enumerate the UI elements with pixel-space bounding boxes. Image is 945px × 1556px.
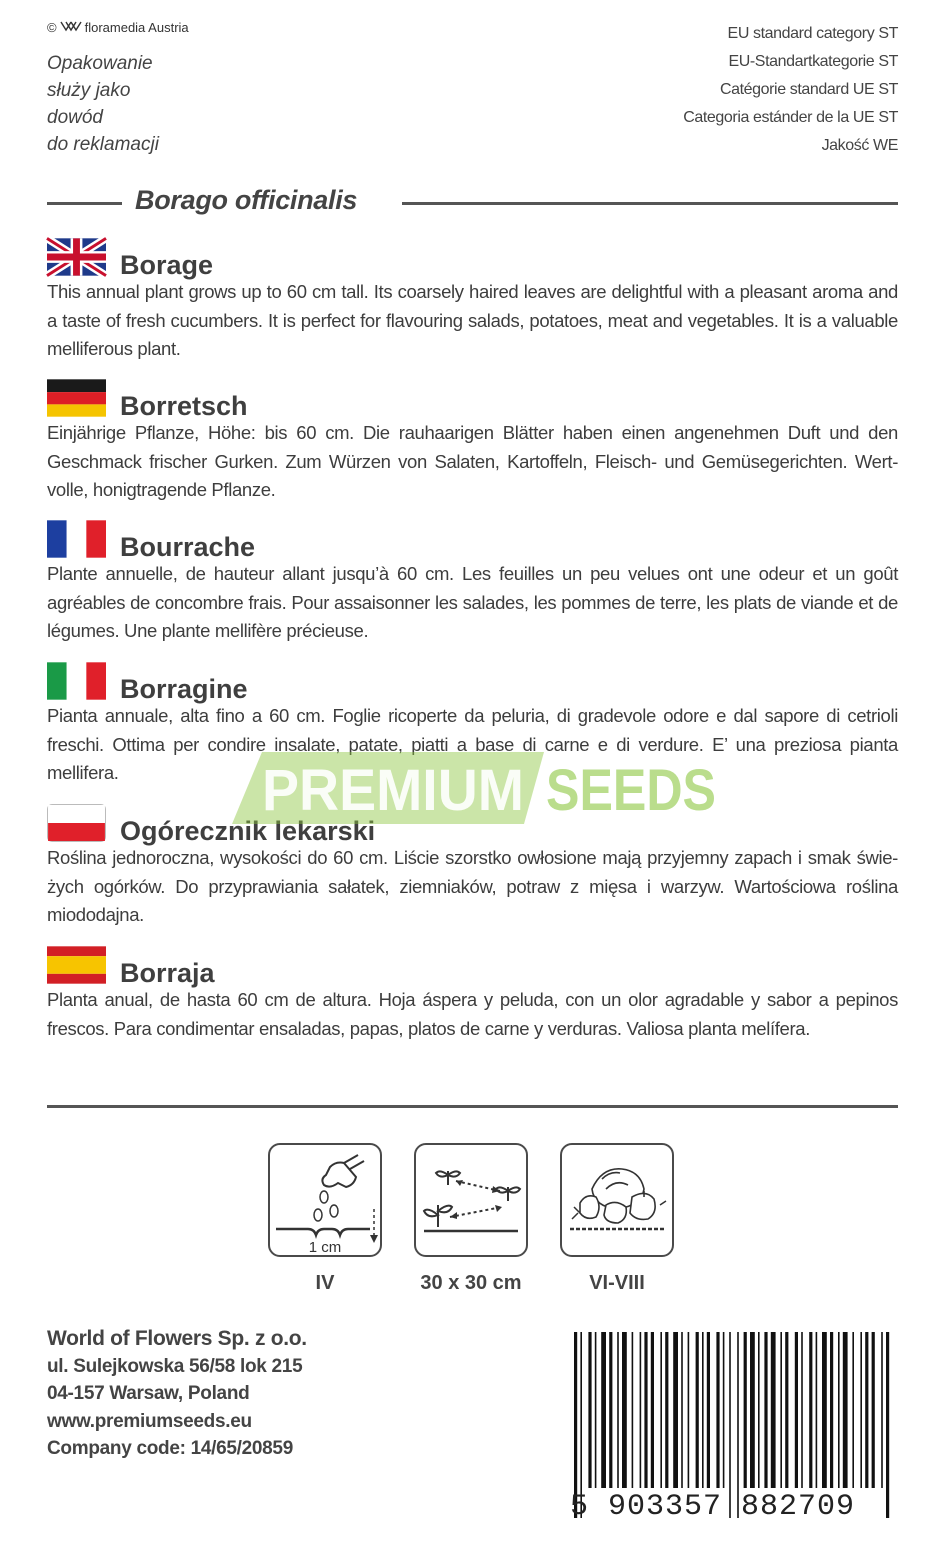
eu-category-line: EU standard category ST bbox=[727, 25, 898, 42]
section-english bbox=[47, 238, 898, 364]
harvest-month-label: VI-VIII bbox=[589, 1272, 645, 1294]
language-name: Ogórecznik lekarski bbox=[120, 816, 376, 846]
barcode-bar bbox=[785, 1332, 788, 1488]
barcode-bar bbox=[622, 1332, 627, 1488]
barcode-bar bbox=[632, 1332, 634, 1488]
complaint-note-line: Opakowanie bbox=[47, 53, 153, 74]
barcode-bar bbox=[780, 1332, 782, 1488]
copyright-symbol: © bbox=[47, 20, 57, 35]
company-website: www.premiumseeds.eu bbox=[47, 1410, 252, 1432]
barcode-bar bbox=[595, 1332, 597, 1488]
poland-flag-icon bbox=[47, 804, 106, 842]
company-address-line: 04-157 Warsaw, Poland bbox=[47, 1383, 250, 1404]
company-name: World of Flowers Sp. z o.o. bbox=[47, 1327, 307, 1350]
language-description: This annual plant grows up to 60 cm tall. Its coarsely haired leaves are delightful with a pleasant aroma and a taste of fresh cucumbers. It is perfect for flavouring salads, potatoes, meat and vegetables. It is a valuable melliferous plant. bbox=[47, 281, 898, 359]
barcode-bar bbox=[843, 1332, 848, 1488]
barcode-bar bbox=[723, 1332, 725, 1488]
france-flag-icon bbox=[47, 520, 106, 558]
barcode-bar bbox=[660, 1332, 662, 1488]
language-description: Roślina jednoroczna, wysokości do 60 cm. Liście szorstko owłosione mają przyjemny zapach i smak świe-żych ogórków. Do przyprawiania sałatek, ziemniaków, potraw z mięsa i warzyw. Wartościowa roślina miododajna. bbox=[47, 847, 898, 925]
barcode-number: 5 903357 882709 bbox=[570, 1490, 856, 1524]
barcode-bar bbox=[681, 1332, 683, 1488]
title-rule-left bbox=[47, 202, 122, 205]
complaint-note-line: służy jako bbox=[47, 80, 131, 101]
barcode-bar bbox=[816, 1332, 818, 1488]
barcode-bar bbox=[750, 1332, 755, 1488]
section-italian bbox=[47, 662, 898, 788]
section-french bbox=[47, 520, 898, 646]
watermark-word-1: PREMIUM bbox=[262, 758, 524, 823]
language-name: Borragine bbox=[120, 674, 248, 704]
section-german bbox=[47, 379, 898, 505]
spain-flag-icon bbox=[47, 946, 106, 984]
eu-category-line: Catégorie standard UE ST bbox=[719, 81, 898, 98]
brand-name: floramedia Austria bbox=[84, 20, 189, 35]
language-description: Planta anual, de hasta 60 cm de altura. Hoja áspera y peluda, con un olor agradable y sabor a pepinos frescos. Para condimentar ensaladas, papas, platos de carne y verduras. Valiosa planta melífera. bbox=[47, 989, 898, 1039]
section-divider bbox=[47, 1105, 898, 1108]
eu-category-line: Categoria estánder de la UE ST bbox=[683, 109, 898, 126]
section-polish bbox=[47, 804, 898, 930]
barcode-bar bbox=[764, 1332, 767, 1488]
copyright-line bbox=[47, 20, 189, 35]
language-description: Pianta annuale, alta fino a 60 cm. Foglie ricoperte da peluria, di gradevole odore e dal sapore di cetrioli freschi. Ottima per condire insalate, patate, piatti a base di carne e di verdure. E’ una preziosa pianta mellifera. bbox=[47, 705, 898, 783]
complaint-note-line: do reklamacji bbox=[47, 134, 159, 155]
barcode-bar bbox=[744, 1332, 747, 1488]
eu-category-line: Jakość WE bbox=[821, 137, 898, 154]
barcode-bar bbox=[860, 1332, 862, 1488]
barcode-bar bbox=[601, 1332, 606, 1488]
eu-category-line: EU-Standartkategorie ST bbox=[728, 53, 898, 70]
barcode-bar bbox=[881, 1332, 883, 1488]
barcode-bar bbox=[688, 1332, 690, 1488]
complaint-note-line: dowód bbox=[47, 107, 103, 128]
barcode-bar bbox=[651, 1332, 654, 1488]
language-name: Borraja bbox=[120, 958, 215, 988]
barcode-bar bbox=[716, 1332, 719, 1488]
latin-title-row bbox=[47, 185, 898, 221]
italy-flag-icon bbox=[47, 662, 106, 700]
eu-category-list bbox=[683, 20, 898, 160]
barcode-bar bbox=[865, 1332, 868, 1488]
germany-flag-icon bbox=[47, 379, 106, 417]
sowing-depth-label: 1 cm bbox=[308, 1239, 342, 1256]
language-description: Einjährige Pflanze, Höhe: bis 60 cm. Die rauhaarigen Blätter haben einen angenehmen Duft und den Geschmack frischer Gurken. Zum Würzen von Salaten, Kartoffeln, Fleisch- und Gemüsegerichten. Wert-volle, honigtragende Pflanze. bbox=[47, 422, 898, 500]
company-code: Company code: 14/65/20859 bbox=[47, 1438, 293, 1459]
barcode-bar bbox=[707, 1332, 710, 1488]
barcode-bar bbox=[644, 1332, 647, 1488]
barcode-bar bbox=[872, 1332, 875, 1488]
barcode-bar bbox=[795, 1332, 798, 1488]
barcode-bar bbox=[696, 1332, 699, 1488]
uk-flag-icon bbox=[47, 238, 106, 276]
harvest-icon bbox=[560, 1143, 674, 1257]
spacing-icon bbox=[414, 1143, 528, 1257]
barcode-bar bbox=[673, 1332, 678, 1488]
barcode-bar bbox=[852, 1332, 854, 1488]
sowing-month-label: IV bbox=[315, 1272, 335, 1294]
section-spanish bbox=[47, 946, 898, 1043]
watermark-word-2: SEEDS bbox=[546, 758, 716, 823]
barcode-bar bbox=[609, 1332, 612, 1488]
barcode-bar bbox=[758, 1332, 760, 1488]
barcode-bar bbox=[838, 1332, 840, 1488]
barcode-bar bbox=[588, 1332, 591, 1488]
barcode-bar bbox=[702, 1332, 704, 1488]
barcode-bar bbox=[617, 1332, 619, 1488]
barcode-bar bbox=[640, 1332, 642, 1488]
language-name: Borretsch bbox=[120, 391, 248, 421]
language-name: Bourrache bbox=[120, 532, 256, 562]
spacing-label: 30 x 30 cm bbox=[420, 1272, 522, 1294]
barcode-bar bbox=[822, 1332, 827, 1488]
barcode-bar bbox=[665, 1332, 668, 1488]
barcode-bar bbox=[809, 1332, 812, 1488]
barcode-bar bbox=[830, 1332, 833, 1488]
floramedia-logo-icon bbox=[60, 20, 82, 35]
sowing-icon bbox=[268, 1143, 382, 1257]
title-rule-right bbox=[402, 202, 898, 205]
complaint-note bbox=[47, 50, 159, 158]
barcode-bar bbox=[771, 1332, 776, 1488]
latin-name: Borago officinalis bbox=[135, 185, 358, 215]
language-description: Plante annuelle, de hauteur allant jusqu’à 60 cm. Les feuilles un peu velues ont une odeur et un goût agréables de concombre frais. Pour assaisonner les salades, les pommes de terre, les plats de viande et de légumes. Une plante mellifère précieuse. bbox=[47, 563, 898, 641]
language-name: Borage bbox=[120, 250, 214, 280]
barcode-bar bbox=[801, 1332, 803, 1488]
company-block bbox=[47, 1325, 307, 1463]
company-address-line: ul. Sulejkowska 56/58 lok 215 bbox=[47, 1355, 303, 1377]
